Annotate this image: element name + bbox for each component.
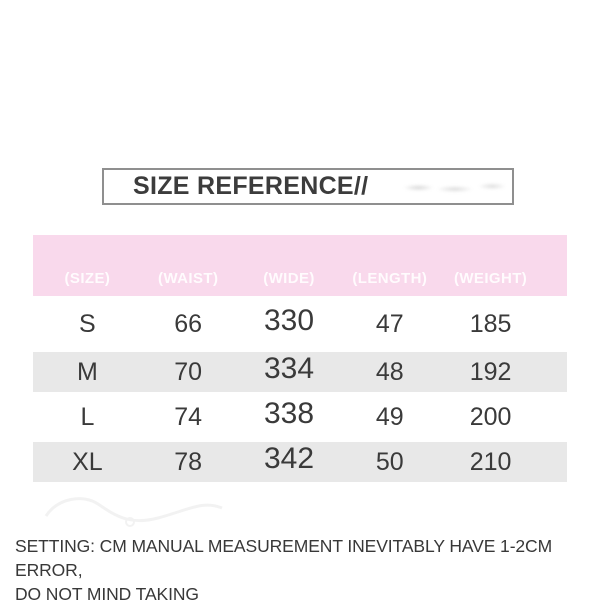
table-row-l	[33, 392, 567, 442]
column-header-wide: (WIDE)	[263, 270, 315, 287]
table-row-m	[33, 352, 567, 392]
footer-line-2: DO NOT MIND TAKING	[15, 584, 199, 604]
column-header-size: (SIZE)	[64, 270, 111, 287]
size-table	[33, 235, 567, 482]
title-box	[102, 168, 514, 205]
length-cell: 50	[375, 447, 404, 476]
wide-cell: 330	[263, 304, 315, 337]
faded-watermark-smudge	[402, 180, 512, 194]
column-header-waist: (WAIST)	[158, 270, 219, 287]
weight-cell: 185	[469, 309, 512, 338]
size-cell: L	[80, 402, 95, 431]
footer-note	[15, 534, 600, 606]
page-title: SIZE REFERENCE//	[133, 172, 369, 200]
table-row-s	[33, 296, 567, 352]
waist-cell: 70	[174, 357, 203, 386]
weight-cell: 210	[469, 447, 512, 476]
length-cell: 47	[375, 309, 404, 338]
footer-line-1: SETTING: CM MANUAL MEASUREMENT INEVITABLY HAVE 1-2CM ERROR,	[15, 536, 553, 580]
length-cell: 49	[375, 402, 404, 431]
weight-cell: 200	[469, 402, 512, 431]
table-row-xl	[33, 442, 567, 482]
waist-cell: 78	[174, 447, 203, 476]
watermark-scribble	[38, 486, 228, 532]
wide-cell: 334	[263, 352, 315, 385]
wide-cell: 342	[263, 442, 315, 475]
wide-cell: 338	[263, 397, 315, 430]
waist-cell: 66	[174, 309, 203, 338]
size-cell: S	[79, 309, 96, 338]
length-cell: 48	[375, 357, 404, 386]
waist-cell: 74	[174, 402, 203, 431]
column-header-length: (LENGTH)	[352, 270, 428, 287]
column-header-weight: (WEIGHT)	[453, 270, 528, 287]
size-cell: M	[76, 357, 98, 386]
size-cell: XL	[72, 447, 103, 476]
weight-cell: 192	[469, 357, 512, 386]
table-header-row	[33, 235, 567, 296]
